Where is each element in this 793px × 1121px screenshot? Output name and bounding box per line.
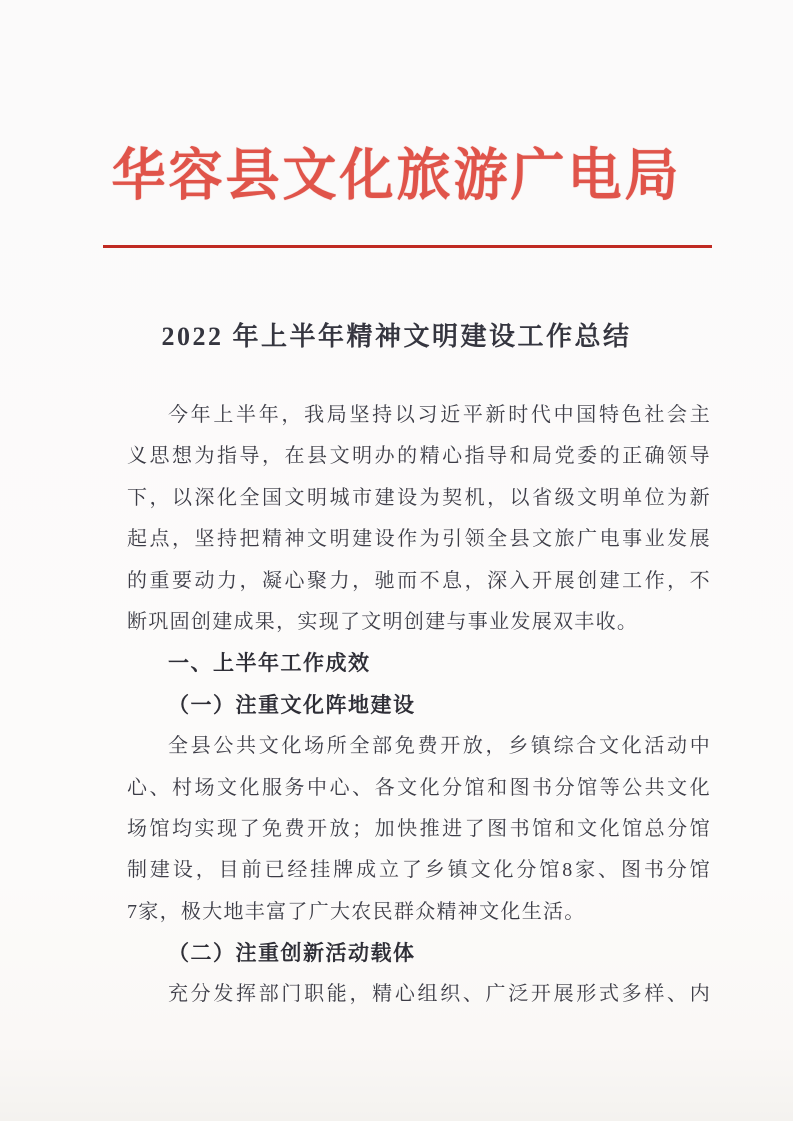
text-line: 7家，极大地丰富了广大农民群众精神文化生活。 <box>127 900 586 923</box>
section-heading: 一、上半年工作成效 <box>168 652 371 676</box>
paragraph <box>127 726 711 933</box>
paragraph <box>127 974 711 1015</box>
paragraph <box>127 395 711 643</box>
text-line: 今年上半年，我局坚持以习近平新时代中国特色社会主 <box>168 404 711 426</box>
text-line: 充分发挥部门职能，精心组织、广泛开展形式多样、内 <box>168 983 711 1006</box>
text-line: 制建设，目前已经挂牌成立了乡镇文化分馆8家、图书分馆 <box>127 859 711 882</box>
text-line: 义思想为指导，在县文明办的精心指导和局党委的正确领导 <box>127 445 711 468</box>
letterhead-divider-rule <box>103 245 712 248</box>
subsection-heading: （一）注重文化阵地建设 <box>168 692 416 717</box>
text-line: 下，以深化全国文明城市建设为契机，以省级文明单位为新 <box>127 486 711 509</box>
text-line: 起点，坚持把精神文明建设作为引领全县文旅广电事业发展 <box>127 528 711 551</box>
text-line: 场馆均实现了免费开放；加快推进了图书馆和文化馆总分馆 <box>127 817 711 840</box>
text-line: 的重要动力，凝心聚力，驰而不息，深入开展创建工作，不 <box>127 569 711 592</box>
document-title: 2022 年上半年精神文明建设工作总结 <box>161 322 632 351</box>
document-body <box>127 395 711 1016</box>
letterhead-title: 华容县文化旅游广电局 <box>111 144 682 208</box>
subsection-heading: （二）注重创新活动载体 <box>168 941 416 966</box>
text-line: 断巩固创建成果，实现了文明创建与事业发展双丰收。 <box>127 610 639 633</box>
text-line: 心、村场文化服务中心、各文化分馆和图书分馆等公共文化 <box>127 776 711 799</box>
text-line: 全县公共文化场所全部免费开放，乡镇综合文化活动中 <box>168 735 711 758</box>
